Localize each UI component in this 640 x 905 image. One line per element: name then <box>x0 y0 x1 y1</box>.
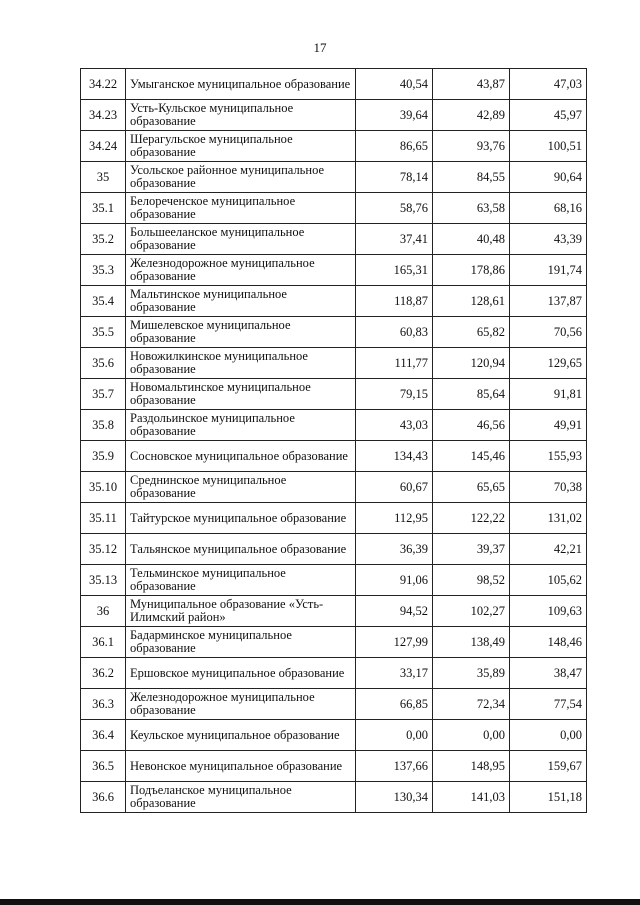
row-number-cell: 35.7 <box>81 379 126 410</box>
row-number-cell: 35.5 <box>81 317 126 348</box>
table-row <box>81 131 587 162</box>
table-row <box>81 224 587 255</box>
value-cell-2: 84,55 <box>433 162 510 193</box>
value-cell-3: 151,18 <box>510 782 587 813</box>
table-row <box>81 69 587 100</box>
municipality-name-cell: Ершовское муниципальное образование <box>126 658 356 689</box>
municipality-name-cell: Шерагульское муниципальное образование <box>126 131 356 162</box>
value-cell-1: 40,54 <box>356 69 433 100</box>
value-cell-2: 43,87 <box>433 69 510 100</box>
row-number-cell: 36.4 <box>81 720 126 751</box>
value-cell-1: 36,39 <box>356 534 433 565</box>
table-row <box>81 596 587 627</box>
table-row <box>81 286 587 317</box>
municipality-name-cell: Тальянское муниципальное образование <box>126 534 356 565</box>
value-cell-3: 42,21 <box>510 534 587 565</box>
scan-edge-bar <box>0 899 640 905</box>
page-number: 17 <box>313 40 327 55</box>
value-cell-3: 0,00 <box>510 720 587 751</box>
value-cell-2: 93,76 <box>433 131 510 162</box>
value-cell-2: 46,56 <box>433 410 510 441</box>
value-cell-1: 91,06 <box>356 565 433 596</box>
row-number-cell: 35.9 <box>81 441 126 472</box>
value-cell-2: 138,49 <box>433 627 510 658</box>
row-number-cell: 34.22 <box>81 69 126 100</box>
row-number-cell: 35.4 <box>81 286 126 317</box>
value-cell-1: 127,99 <box>356 627 433 658</box>
value-cell-2: 72,34 <box>433 689 510 720</box>
municipality-name-cell: Муниципальное образование «Усть-Илимский район» <box>126 596 356 627</box>
value-cell-2: 40,48 <box>433 224 510 255</box>
value-cell-3: 131,02 <box>510 503 587 534</box>
value-cell-1: 111,77 <box>356 348 433 379</box>
table-row <box>81 255 587 286</box>
data-table <box>80 68 587 813</box>
value-cell-3: 105,62 <box>510 565 587 596</box>
row-number-cell: 35.6 <box>81 348 126 379</box>
row-number-cell: 35.11 <box>81 503 126 534</box>
value-cell-3: 49,91 <box>510 410 587 441</box>
municipality-name-cell: Подъеланское муниципальное образование <box>126 782 356 813</box>
row-number-cell: 36.5 <box>81 751 126 782</box>
value-cell-3: 70,38 <box>510 472 587 503</box>
value-cell-3: 45,97 <box>510 100 587 131</box>
table-row <box>81 751 587 782</box>
table-row <box>81 193 587 224</box>
row-number-cell: 36.6 <box>81 782 126 813</box>
value-cell-2: 178,86 <box>433 255 510 286</box>
value-cell-2: 65,82 <box>433 317 510 348</box>
value-cell-2: 120,94 <box>433 348 510 379</box>
value-cell-3: 100,51 <box>510 131 587 162</box>
municipality-name-cell: Тайтурское муниципальное образование <box>126 503 356 534</box>
row-number-cell: 35.8 <box>81 410 126 441</box>
municipality-name-cell: Среднинское муниципальное образование <box>126 472 356 503</box>
municipality-name-cell: Кеульское муниципальное образование <box>126 720 356 751</box>
table-row <box>81 658 587 689</box>
row-number-cell: 35.3 <box>81 255 126 286</box>
table-row <box>81 317 587 348</box>
value-cell-1: 94,52 <box>356 596 433 627</box>
row-number-cell: 34.24 <box>81 131 126 162</box>
table-row <box>81 503 587 534</box>
row-number-cell: 36.3 <box>81 689 126 720</box>
value-cell-3: 70,56 <box>510 317 587 348</box>
value-cell-3: 191,74 <box>510 255 587 286</box>
municipality-name-cell: Большееланское муниципальное образование <box>126 224 356 255</box>
value-cell-1: 79,15 <box>356 379 433 410</box>
row-number-cell: 34.23 <box>81 100 126 131</box>
value-cell-1: 43,03 <box>356 410 433 441</box>
value-cell-1: 112,95 <box>356 503 433 534</box>
table-row <box>81 689 587 720</box>
value-cell-2: 39,37 <box>433 534 510 565</box>
municipality-name-cell: Раздольинское муниципальное образование <box>126 410 356 441</box>
table-row <box>81 100 587 131</box>
value-cell-2: 148,95 <box>433 751 510 782</box>
table-row <box>81 627 587 658</box>
value-cell-2: 122,22 <box>433 503 510 534</box>
value-cell-3: 90,64 <box>510 162 587 193</box>
value-cell-1: 37,41 <box>356 224 433 255</box>
value-cell-3: 129,65 <box>510 348 587 379</box>
value-cell-1: 134,43 <box>356 441 433 472</box>
value-cell-1: 165,31 <box>356 255 433 286</box>
value-cell-1: 60,83 <box>356 317 433 348</box>
table-row <box>81 162 587 193</box>
table-row <box>81 348 587 379</box>
value-cell-2: 128,61 <box>433 286 510 317</box>
municipality-name-cell: Железнодорожное муниципальное образование <box>126 255 356 286</box>
row-number-cell: 36.1 <box>81 627 126 658</box>
value-cell-2: 0,00 <box>433 720 510 751</box>
municipality-name-cell: Бадарминское муниципальное образование <box>126 627 356 658</box>
municipality-name-cell: Умыганское муниципальное образование <box>126 69 356 100</box>
value-cell-2: 102,27 <box>433 596 510 627</box>
value-cell-3: 68,16 <box>510 193 587 224</box>
row-number-cell: 35.2 <box>81 224 126 255</box>
value-cell-1: 0,00 <box>356 720 433 751</box>
municipality-name-cell: Сосновское муниципальное образование <box>126 441 356 472</box>
municipality-name-cell: Усть-Кульское муниципальное образование <box>126 100 356 131</box>
value-cell-3: 159,67 <box>510 751 587 782</box>
value-cell-3: 38,47 <box>510 658 587 689</box>
value-cell-3: 148,46 <box>510 627 587 658</box>
municipality-name-cell: Мишелевское муниципальное образование <box>126 317 356 348</box>
value-cell-1: 33,17 <box>356 658 433 689</box>
municipality-name-cell: Железнодорожное муниципальное образование <box>126 689 356 720</box>
table-row <box>81 379 587 410</box>
municipality-name-cell: Новомальтинское муниципальное образование <box>126 379 356 410</box>
municipality-name-cell: Невонское муниципальное образование <box>126 751 356 782</box>
value-cell-1: 58,76 <box>356 193 433 224</box>
value-cell-2: 63,58 <box>433 193 510 224</box>
value-cell-1: 39,64 <box>356 100 433 131</box>
table-row <box>81 534 587 565</box>
value-cell-1: 130,34 <box>356 782 433 813</box>
value-cell-2: 42,89 <box>433 100 510 131</box>
municipality-name-cell: Усольское районное муниципальное образование <box>126 162 356 193</box>
value-cell-3: 77,54 <box>510 689 587 720</box>
table-row <box>81 472 587 503</box>
value-cell-3: 155,93 <box>510 441 587 472</box>
row-number-cell: 35.13 <box>81 565 126 596</box>
table-row <box>81 441 587 472</box>
municipality-name-cell: Белореченское муниципальное образование <box>126 193 356 224</box>
value-cell-1: 137,66 <box>356 751 433 782</box>
value-cell-3: 109,63 <box>510 596 587 627</box>
value-cell-2: 141,03 <box>433 782 510 813</box>
value-cell-2: 85,64 <box>433 379 510 410</box>
value-cell-1: 78,14 <box>356 162 433 193</box>
value-cell-3: 43,39 <box>510 224 587 255</box>
table-row <box>81 720 587 751</box>
value-cell-3: 91,81 <box>510 379 587 410</box>
value-cell-3: 47,03 <box>510 69 587 100</box>
value-cell-1: 60,67 <box>356 472 433 503</box>
municipality-name-cell: Новожилкинское муниципальное образование <box>126 348 356 379</box>
value-cell-1: 66,85 <box>356 689 433 720</box>
row-number-cell: 36.2 <box>81 658 126 689</box>
row-number-cell: 35.10 <box>81 472 126 503</box>
table-row <box>81 782 587 813</box>
row-number-cell: 35.1 <box>81 193 126 224</box>
table-row <box>81 410 587 441</box>
municipality-name-cell: Мальтинское муниципальное образование <box>126 286 356 317</box>
value-cell-2: 35,89 <box>433 658 510 689</box>
value-cell-2: 65,65 <box>433 472 510 503</box>
table-body <box>81 69 587 813</box>
table-row <box>81 565 587 596</box>
value-cell-1: 118,87 <box>356 286 433 317</box>
row-number-cell: 35 <box>81 162 126 193</box>
value-cell-3: 137,87 <box>510 286 587 317</box>
value-cell-1: 86,65 <box>356 131 433 162</box>
row-number-cell: 36 <box>81 596 126 627</box>
row-number-cell: 35.12 <box>81 534 126 565</box>
value-cell-2: 98,52 <box>433 565 510 596</box>
value-cell-2: 145,46 <box>433 441 510 472</box>
municipality-name-cell: Тельминское муниципальное образование <box>126 565 356 596</box>
